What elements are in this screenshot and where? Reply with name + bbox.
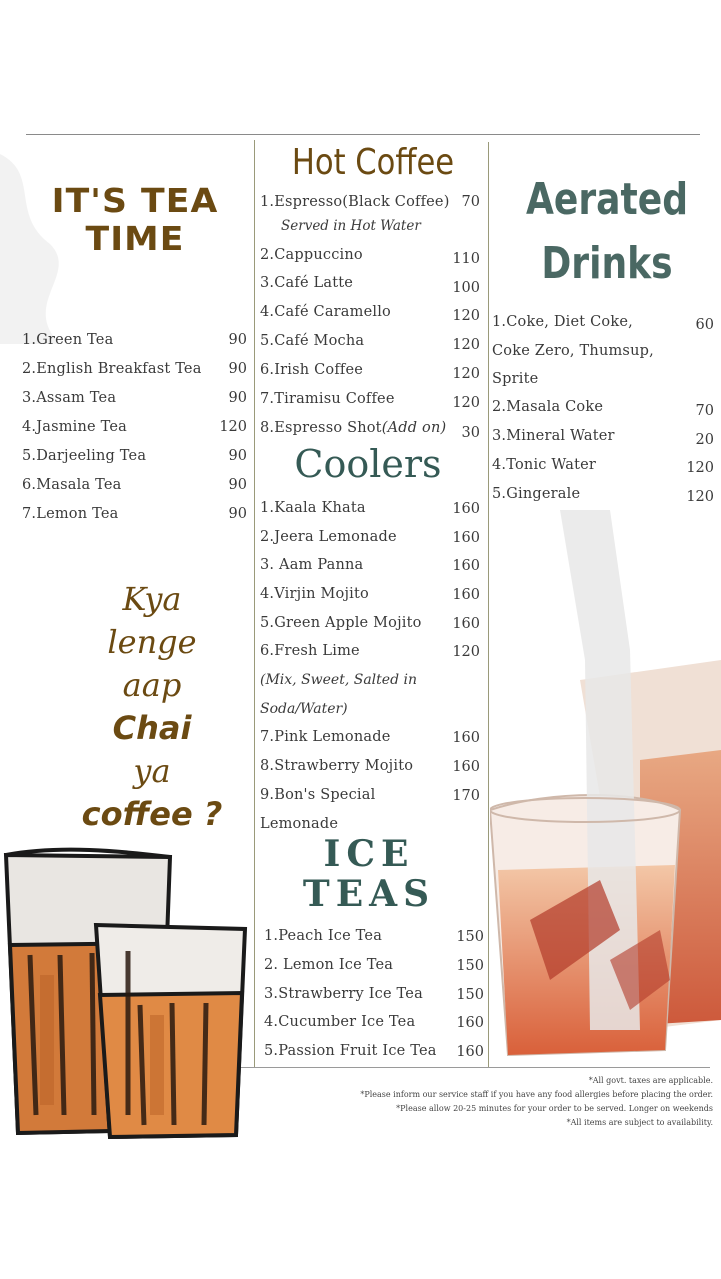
menu-item-price: 120 (452, 366, 480, 382)
menu-item-name: 4.Virjin Mojito (260, 586, 369, 602)
menu-item-name: 7.Lemon Tea (22, 506, 119, 522)
menu-item-name: 5.Gingerale (492, 486, 581, 502)
menu-item-price: 70 (695, 403, 714, 419)
menu-item-name: 3.Strawberry Ice Tea (264, 986, 423, 1002)
menu-item-name: 6.Masala Tea (22, 477, 122, 493)
iced-drinks-illustration (490, 510, 721, 1070)
fresh-lime-note: Soda/Water) (260, 701, 348, 717)
menu-item-name-continued: Coke Zero, Thumsup, (492, 343, 654, 359)
menu-item-price: 160 (452, 759, 480, 775)
menu-item-name: 2.Masala Coke (492, 399, 604, 415)
menu-item-price: 160 (452, 501, 480, 517)
menu-item-price: 90 (228, 332, 247, 348)
menu-item-price: 160 (452, 558, 480, 574)
column-divider-right (488, 142, 489, 1068)
menu-item-name-continued: Lemonade (260, 816, 339, 832)
menu-item-price: 90 (228, 390, 247, 406)
menu-item-name: 6.Irish Coffee (260, 362, 364, 378)
menu-item-name: 4.Cucumber Ice Tea (264, 1014, 416, 1030)
menu-item-price: 150 (456, 987, 484, 1003)
menu-item-price: 120 (452, 308, 480, 324)
menu-item-price: 120 (452, 644, 480, 660)
menu-item-name: 3.Assam Tea (22, 390, 117, 406)
espresso-note: Served in Hot Water (281, 218, 421, 234)
menu-item-name: 3.Café Latte (260, 275, 354, 291)
menu-item-name: 8.Espresso Shot(Add on) (260, 420, 447, 436)
menu-item-price: 170 (452, 788, 480, 804)
menu-item-price: 90 (228, 361, 247, 377)
menu-item-name: 5.Passion Fruit Ice Tea (264, 1043, 437, 1059)
menu-item-price: 160 (452, 730, 480, 746)
menu-item-price: 150 (456, 958, 484, 974)
menu-item-name: 9.Bon's Special (260, 787, 376, 803)
tagline: Kya lenge aap Chai ya coffee ? (81, 580, 223, 833)
menu-item-price: 160 (456, 1044, 484, 1060)
menu-item-name: 2.English Breakfast Tea (22, 361, 202, 377)
fresh-lime-note: (Mix, Sweet, Salted in (260, 672, 417, 688)
menu-item-name: 2.Jeera Lemonade (260, 529, 397, 545)
menu-item-name: 1.Kaala Khata (260, 500, 366, 516)
menu-item-name: 5.Darjeeling Tea (22, 448, 147, 464)
add-on-note: (Add on) (381, 420, 447, 436)
menu-item-name: 2. Lemon Ice Tea (264, 957, 394, 973)
menu-item-price: 150 (456, 929, 484, 945)
tea-title: IT'S TEA TIME (51, 181, 219, 258)
menu-item-name: 2.Cappuccino (260, 247, 363, 263)
menu-item-name: 4.Café Caramello (260, 304, 391, 320)
menu-item-price: 90 (228, 477, 247, 493)
aerated-drinks-title: Aerated Drinks (525, 174, 689, 289)
menu-item-price: 160 (452, 587, 480, 603)
menu-item-price: 160 (452, 530, 480, 546)
menu-item-price: 100 (452, 280, 480, 296)
menu-item-name: 4.Tonic Water (492, 457, 597, 473)
menu-item-price: 120 (686, 460, 714, 476)
footnote: *Please inform our service staff if you have any food allergies before placing the order. (360, 1090, 713, 1099)
menu-item-name: 3.Mineral Water (492, 428, 615, 444)
footnote: *Please allow 20-25 minutes for your order to be served. Longer on weekends (396, 1104, 713, 1113)
menu-item-name: 5.Green Apple Mojito (260, 615, 422, 631)
menu-item-price: 60 (695, 317, 714, 333)
footnote: *All govt. taxes are applicable. (588, 1076, 713, 1085)
menu-item-price: 90 (228, 506, 247, 522)
menu-item-price: 120 (452, 395, 480, 411)
chai-glasses-illustration (0, 845, 255, 1145)
menu-item-name: 1.Green Tea (22, 332, 114, 348)
menu-item-price: 90 (228, 448, 247, 464)
menu-item-name: 7.Tiramisu Coffee (260, 391, 395, 407)
menu-item-price: 120 (686, 489, 714, 505)
menu-item-price: 30 (461, 425, 480, 441)
menu-item-name: 1.Peach Ice Tea (264, 928, 383, 944)
menu-item-price: 120 (219, 419, 247, 435)
ice-teas-title: ICE TEAS (302, 833, 436, 915)
menu-item-price: 160 (456, 1015, 484, 1031)
menu-item-name: 7.Pink Lemonade (260, 729, 391, 745)
menu-item-price: 110 (452, 251, 480, 267)
menu-item-price: 70 (461, 194, 480, 210)
menu-item-name: 1.Espresso(Black Coffee) (260, 194, 450, 210)
menu-item-name: 5.Café Mocha (260, 333, 365, 349)
menu-item-price: 160 (452, 616, 480, 632)
menu-item-name: 4.Jasmine Tea (22, 419, 128, 435)
footnote: *All items are subject to availability. (566, 1118, 713, 1127)
menu-item-price: 20 (695, 432, 714, 448)
menu-item-name: 3. Aam Panna (260, 557, 364, 573)
menu-item-price: 120 (452, 337, 480, 353)
coolers-title: Coolers (294, 442, 442, 486)
menu-item-name-continued: Sprite (492, 371, 539, 387)
menu-item-name: 1.Coke, Diet Coke, (492, 314, 633, 330)
hot-coffee-title: Hot Coffee (291, 142, 455, 183)
menu-item-name: 6.Fresh Lime (260, 643, 360, 659)
menu-item-name: 8.Strawberry Mojito (260, 758, 414, 774)
